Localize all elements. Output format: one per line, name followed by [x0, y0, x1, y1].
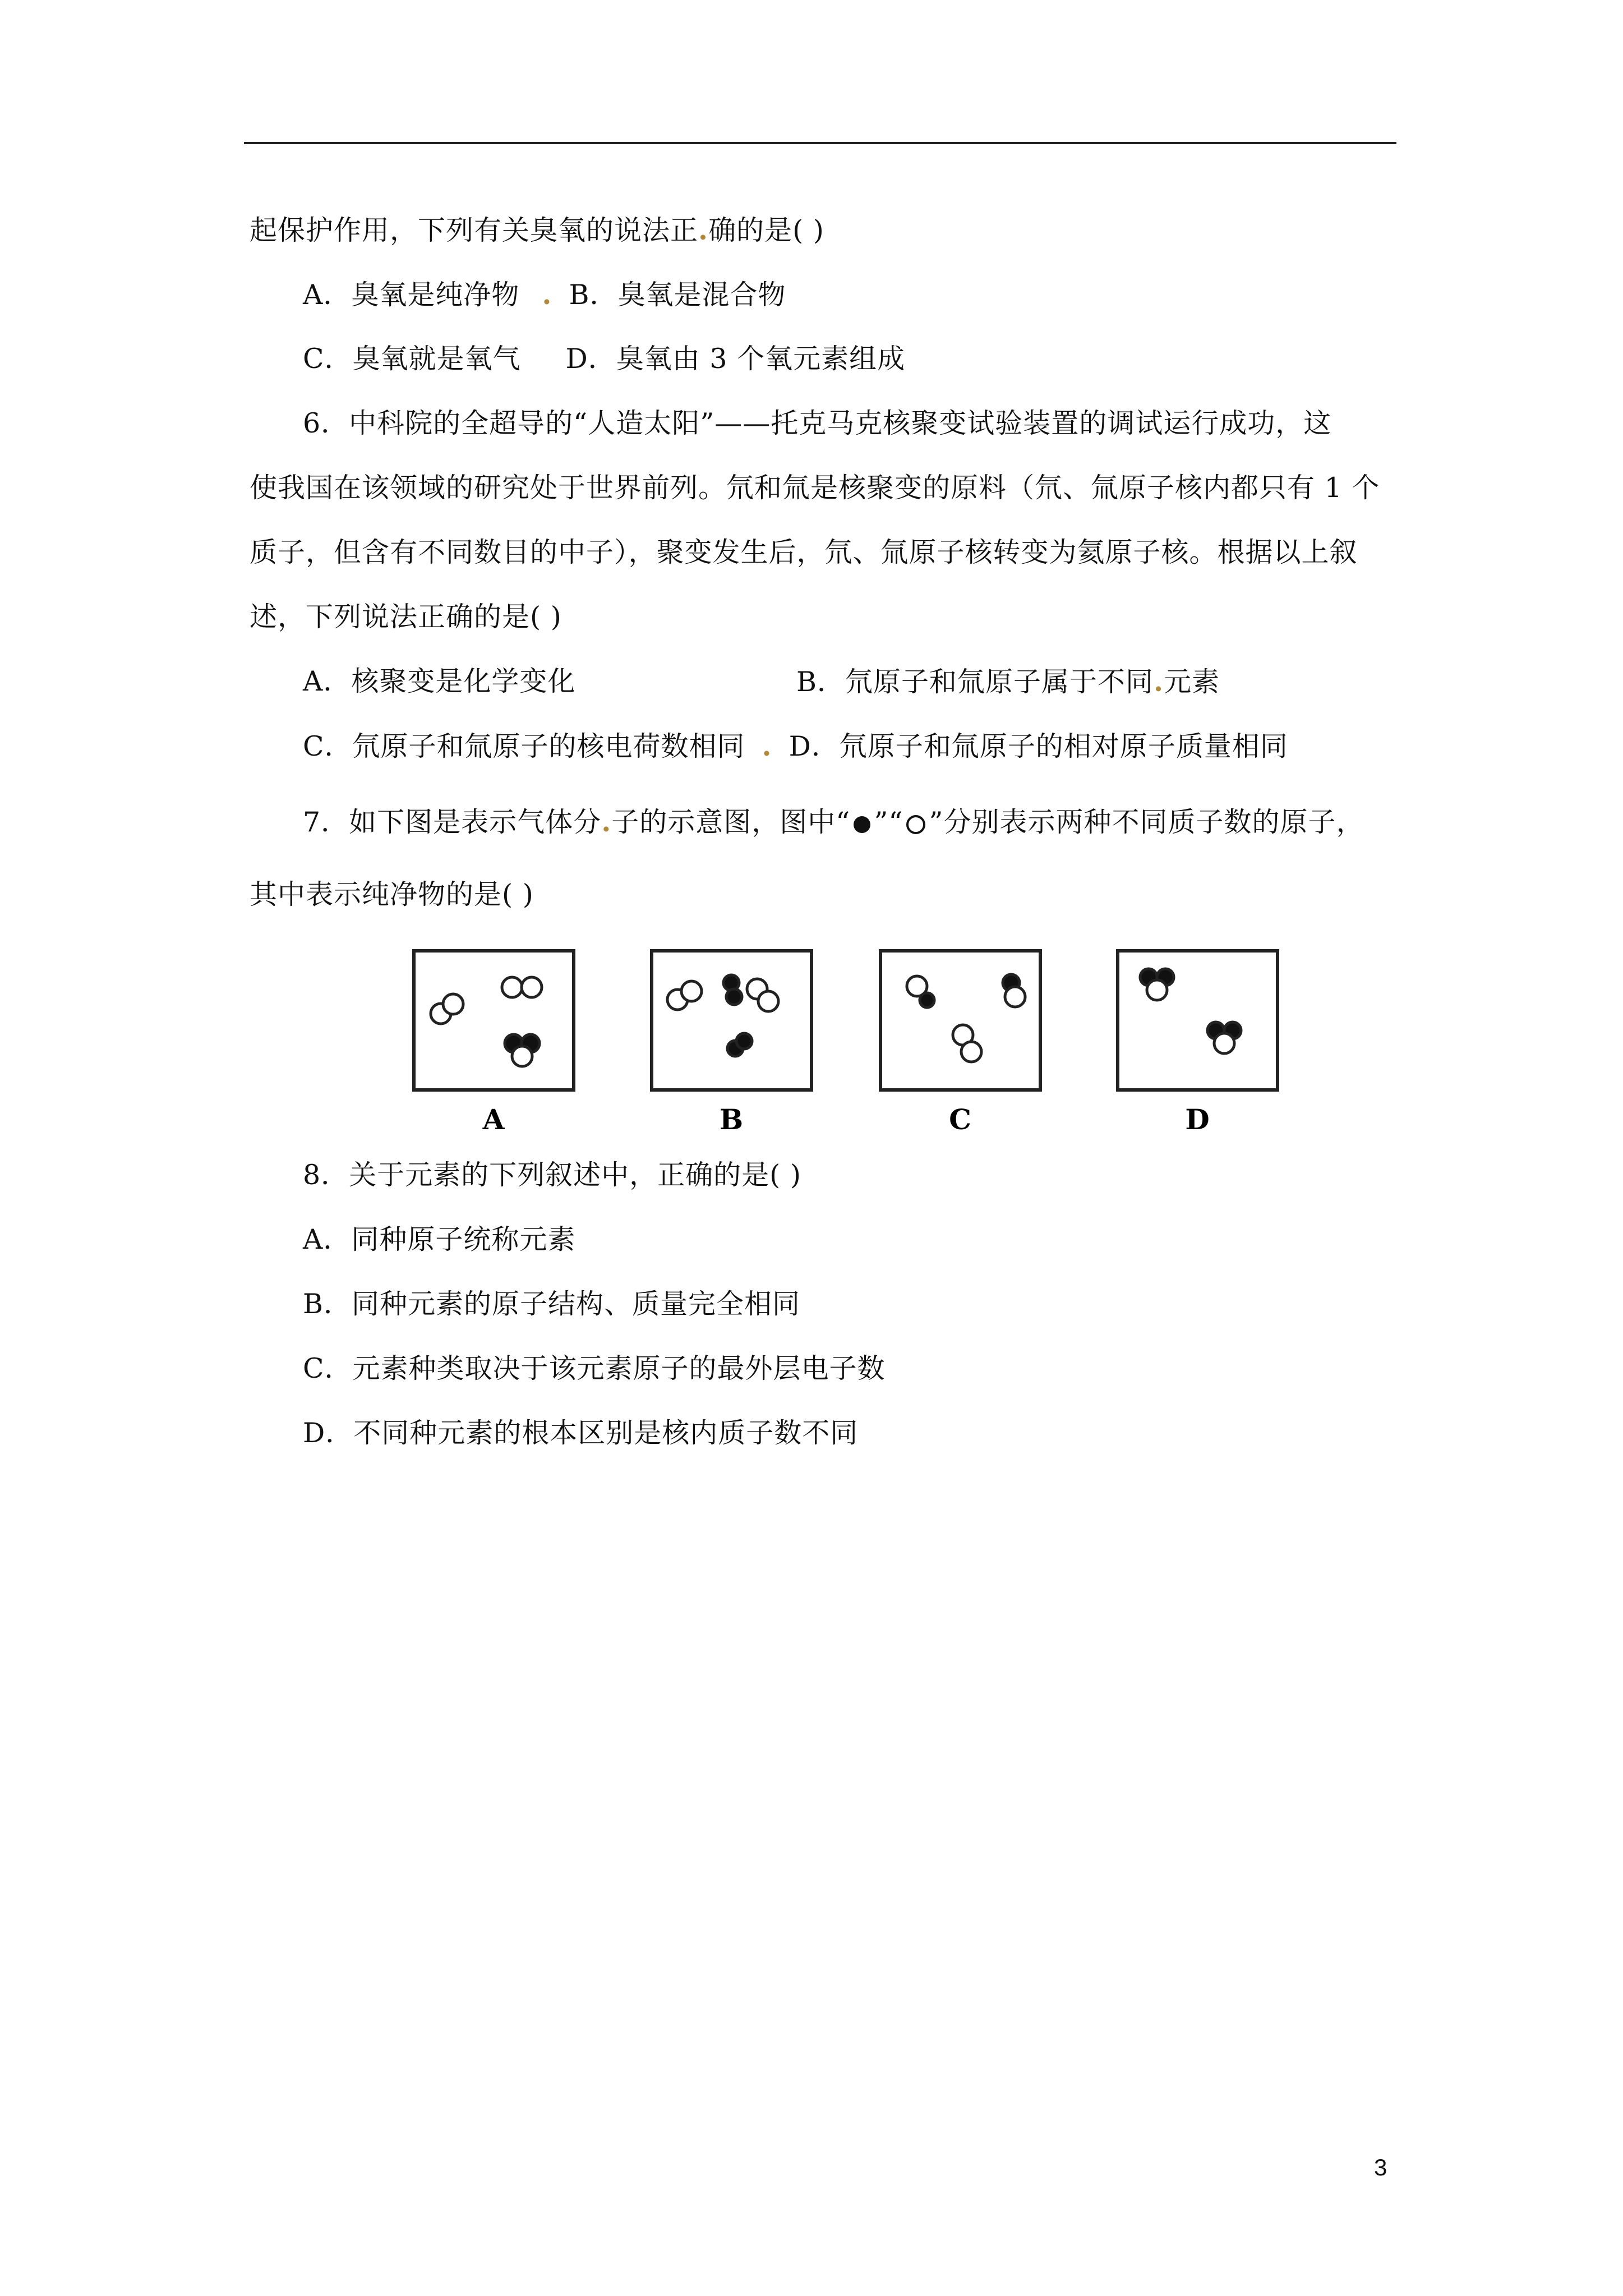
q7-stem-line1 [303, 805, 1364, 839]
stray-dot: . [1154, 665, 1164, 698]
stray-dot: . [601, 806, 612, 838]
filled-atom-icon [854, 816, 870, 833]
q8-stem: 8．关于元素的下列叙述中，正确的是( ) [303, 1159, 801, 1191]
q7-stem-text-end: ”分别表示两种不同质子数的原子， [929, 806, 1364, 838]
q6-stem-line1: 6．中科院的全超导的“人造太阳”——托克马克核聚变试验装置的调试运行成功，这 [303, 407, 1332, 439]
molecule-diagram-figure [409, 945, 1284, 1142]
q7-stem-text: 7．如下图是表示气体分 [303, 806, 602, 838]
q7-stem-line2: 其中表示纯净物的是( ) [250, 878, 534, 910]
q6-options-row2 [303, 729, 1288, 763]
q5-option-a: A．臭氧是纯净物 [303, 279, 520, 311]
panel-label-b: B [719, 1103, 744, 1136]
q5-option-c: C．臭氧就是氧气 [303, 343, 521, 375]
q6-stem-line4: 述，下列说法正确的是( ) [250, 601, 562, 633]
panel-c-box [880, 951, 1040, 1090]
panel-a-molecules [431, 977, 542, 1066]
q5-stem [250, 213, 824, 247]
q6-option-c: C．氘原子和氚原子的核电荷数相同 [303, 730, 745, 762]
q5-options-row1 [303, 278, 786, 312]
q6-option-a: A．核聚变是化学变化 [303, 665, 576, 697]
panel-b-box [652, 951, 811, 1090]
header-rule [244, 142, 1396, 144]
q6-stem-line2: 使我国在该领域的研究处于世界前列。氘和氚是核聚变的原料（氘、氚原子核内都只有 1 个 [250, 472, 1380, 504]
q5-stem-text: 起保护作用，下列有关臭氧的说法正 [250, 214, 699, 246]
page-number: 3 [1374, 2154, 1387, 2180]
q6-stem-line3: 质子，但含有不同数目的中子），聚变发生后，氘、氚原子核转变为氦原子核。根据以上叙 [250, 536, 1358, 568]
q7-stem-text-mid: 子的示意图，图中“ [611, 806, 851, 838]
panel-c-molecules [907, 974, 1025, 1062]
q6-option-b-text-end: 元素 [1164, 666, 1220, 698]
q5-options-row2 [303, 342, 905, 376]
stray-dot: . [762, 730, 772, 762]
q5-stem-text-end: 确的是( ) [708, 214, 824, 246]
q5-option-d: D．臭氧由 3 个氧元素组成 [565, 343, 906, 375]
q8-option-a: A．同种原子统称元素 [303, 1223, 576, 1255]
q6-option-b-text: B．氘原子和氚原子属于不同 [796, 666, 1154, 698]
q8-option-b: B．同种元素的原子结构、质量完全相同 [303, 1288, 801, 1320]
stray-dot: . [542, 278, 552, 311]
q7-quote-mid: ”“ [874, 806, 903, 838]
stray-dot: . [698, 214, 709, 246]
panel-d-molecules [1140, 969, 1241, 1053]
q6-option-d: D．氘原子和氚原子的相对原子质量相同 [789, 730, 1288, 762]
panel-label-c: C [949, 1103, 971, 1136]
panel-b-molecules [667, 975, 778, 1056]
q6-option-b [796, 665, 1220, 699]
panel-label-a: A [482, 1103, 505, 1136]
panel-label-d: D [1185, 1103, 1210, 1136]
hollow-atom-icon [906, 815, 925, 834]
q8-option-c: C．元素种类取决于该元素原子的最外层电子数 [303, 1352, 886, 1384]
q8-option-d: D．不同种元素的根本区别是核内质子数不同 [303, 1417, 859, 1449]
q6-options-row1 [303, 665, 1396, 698]
q5-option-b: B．臭氧是混合物 [569, 279, 786, 311]
